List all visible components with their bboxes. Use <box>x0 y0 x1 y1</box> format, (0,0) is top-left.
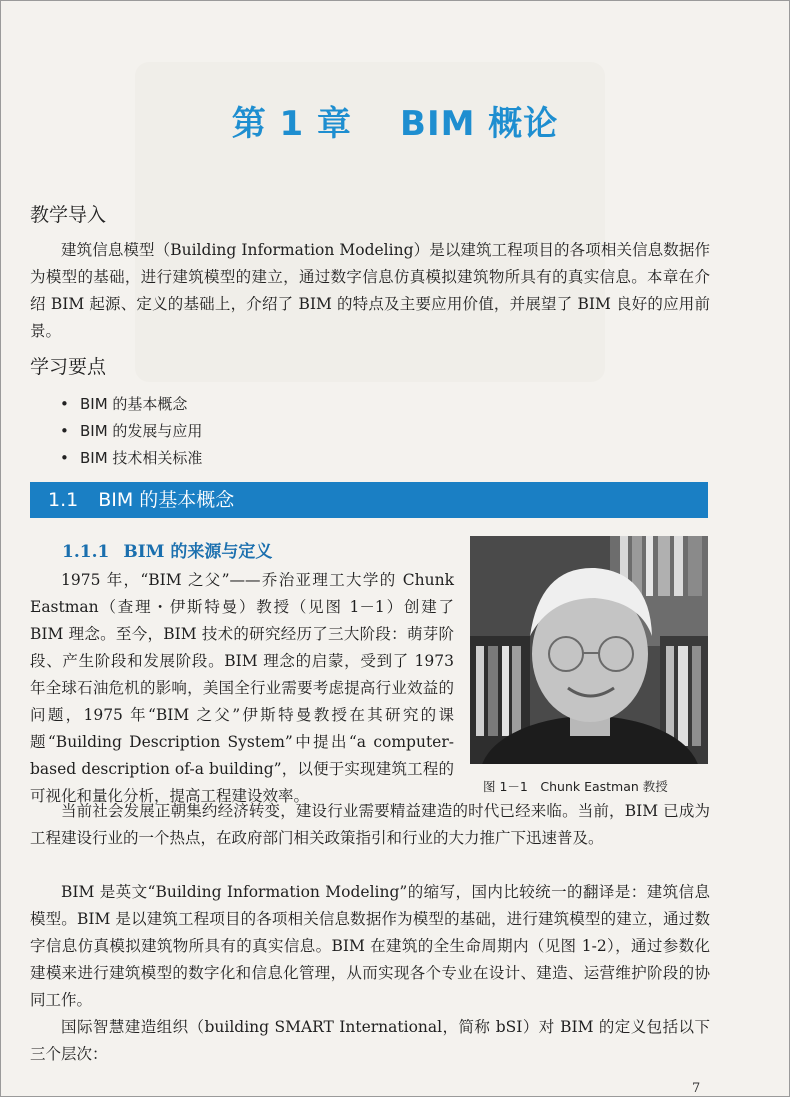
list-item-text: BIM 技术相关标准 <box>80 449 203 467</box>
list-item-text: BIM 的发展与应用 <box>80 422 203 440</box>
bullet-icon: • <box>60 422 69 440</box>
list-item <box>60 418 202 445</box>
list-item <box>60 391 202 418</box>
paragraph: 当前社会发展正朝集约经济转变，建设行业需要精益建造的时代已经来临。当前，BIM 已成为工程建设行业的一个热点，在政府部门相关政策指引和行业的大力推广下迅速普及。 <box>30 802 710 847</box>
section-number: 1.1 <box>48 489 79 511</box>
chapter-name: BIM 概论 <box>400 104 559 144</box>
figure-caption: 图 1－1 Chunk Eastman 教授 <box>483 779 668 794</box>
subsection-title: BIM 的来源与定义 <box>123 542 273 562</box>
list-item-text: BIM 的基本概念 <box>80 395 188 413</box>
bullet-icon: • <box>60 395 69 413</box>
intro-heading: 教学导入 <box>30 204 107 226</box>
subsection-number: 1.1.1 <box>62 542 110 562</box>
paragraph: 1975 年，“BIM 之父”——乔治亚理工大学的 Chunk Eastman（查理・伊斯特曼）教授（见图 1－1）创建了 BIM 理念。至今，BIM 技术的研究经历了三大阶段：萌芽阶段、产生阶段和发展阶段。BIM 理念的启蒙，受到了 1973 年全球石油危机的影响，美国全行业需要考虑提高行业效益的问题，1975 年“BIM 之父”伊斯特曼教授在其研究的课题“Building Description System”中提出“a computer-based description of-a building”，以便于实现建筑工程的可视化和量化分析，提高工程建设效率。 <box>30 571 454 805</box>
section-header-bar <box>30 482 708 518</box>
paragraph: 国际智慧建造组织（building SMART International，简称 bSI）对 BIM 的定义包括以下三个层次： <box>30 1018 710 1063</box>
subsection-heading <box>62 537 272 562</box>
section-title: BIM 的基本概念 <box>98 489 235 511</box>
chapter-title <box>0 96 790 145</box>
intro-paragraph: 建筑信息模型（Building Information Modeling）是以建筑工程项目的各项相关信息数据作为模型的基础，进行建筑模型的建立，通过数字信息仿真模拟建筑物所具有的真实信息。本章在介绍 BIM 起源、定义的基础上，介绍了 BIM 的特点及主要应用价值，并展望了 BIM 良好的应用前景。 <box>30 241 710 340</box>
key-points-list <box>60 391 202 472</box>
key-points-heading: 学习要点 <box>30 356 107 378</box>
chapter-number: 第 1 章 <box>231 104 353 144</box>
page-number: 7 <box>692 1081 701 1096</box>
paragraph: BIM 是英文“Building Information Modeling”的缩写，国内比较统一的翻译是：建筑信息模型。BIM 是以建筑工程项目的各项相关信息数据作为模型的基础，进行建筑模型的建立，通过数字信息仿真模拟建筑物所具有的真实信息。BIM 在建筑的全生命周期内（见图 1-2），通过参数化建模来进行建筑模型的数字化和信息化管理，从而实现各个专业在设计、建造、运营维护阶段的协同工作。 <box>30 883 710 1009</box>
portrait-photo <box>470 536 708 764</box>
list-item <box>60 445 202 472</box>
bullet-icon: • <box>60 449 69 467</box>
